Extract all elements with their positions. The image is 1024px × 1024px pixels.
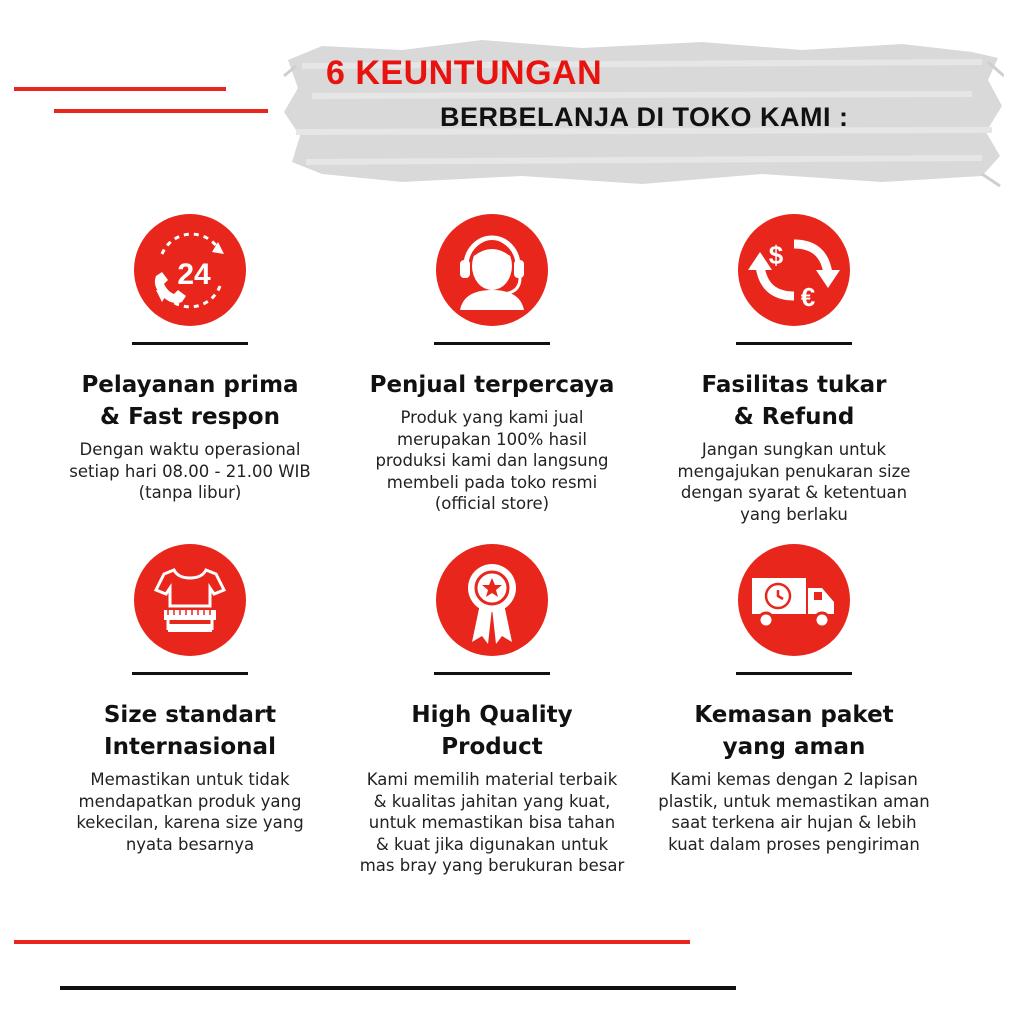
feature-description: Kami memilih material terbaik & kualitas jahitan yang kuat, untuk memastikan bisa tahan & kuat jika digunakan untuk mas bray yang berukuran besar — [359, 770, 625, 875]
divider — [736, 342, 852, 345]
shirt-measure-icon — [134, 544, 246, 656]
feature-description: Dengan waktu operasional setiap hari 08.00 - 21.00 WIB (tanpa libur) — [69, 440, 311, 502]
feature-description: Jangan sungkan untuk mengajukan penukaran size dengan syarat & ketentuan yang berlaku — [677, 440, 911, 524]
feature-title: Size standart Internasional — [103, 702, 277, 760]
currency-exchange-icon — [738, 214, 850, 326]
divider — [434, 672, 550, 675]
feature-fast-response — [20, 214, 360, 504]
feature-title: Penjual terpercaya — [369, 372, 615, 398]
feature-description: Produk yang kami jual merupakan 100% hasil produksi kami dan langsung membeli pada toko resmi (official store) — [375, 408, 609, 513]
divider — [132, 342, 248, 345]
divider — [434, 342, 550, 345]
feature-safe-packaging — [624, 544, 964, 855]
feature-description: Memastikan untuk tidak mendapatkan produk yang kekecilan, karena size yang nyata besarnya — [76, 770, 304, 854]
bottom-red-line — [14, 940, 690, 944]
feature-title: Fasilitas tukar & Refund — [701, 372, 887, 430]
delivery-truck-icon — [738, 544, 850, 656]
feature-trusted-seller — [322, 214, 662, 515]
feature-high-quality — [322, 544, 662, 877]
quality-badge-icon — [436, 544, 548, 656]
dollar-sign: $ — [768, 240, 784, 270]
headline-title: 6 KEUNTUNGAN — [326, 54, 603, 92]
top-red-line-1 — [14, 87, 226, 91]
feature-title: Kemasan paket yang aman — [694, 702, 894, 760]
headline-subtitle: BERBELANJA DI TOKO KAMI : — [440, 102, 849, 132]
divider — [736, 672, 852, 675]
feature-description: Kami kemas dengan 2 lapisan plastik, untuk memastikan aman saat terkena air hujan & lebih kuat dalam proses pengiriman — [658, 770, 930, 854]
icon-24-label: 24 — [177, 258, 211, 291]
feature-exchange-refund — [624, 214, 964, 525]
feature-standard-size — [20, 544, 360, 855]
customer-service-headset-icon — [436, 214, 548, 326]
feature-title: High Quality Product — [411, 702, 573, 760]
feature-title: Pelayanan prima & Fast respon — [81, 372, 299, 430]
phone-24-hours-icon — [134, 214, 246, 326]
top-red-line-2 — [54, 109, 268, 113]
euro-sign: € — [800, 282, 816, 312]
bottom-black-line — [60, 986, 736, 990]
divider — [132, 672, 248, 675]
